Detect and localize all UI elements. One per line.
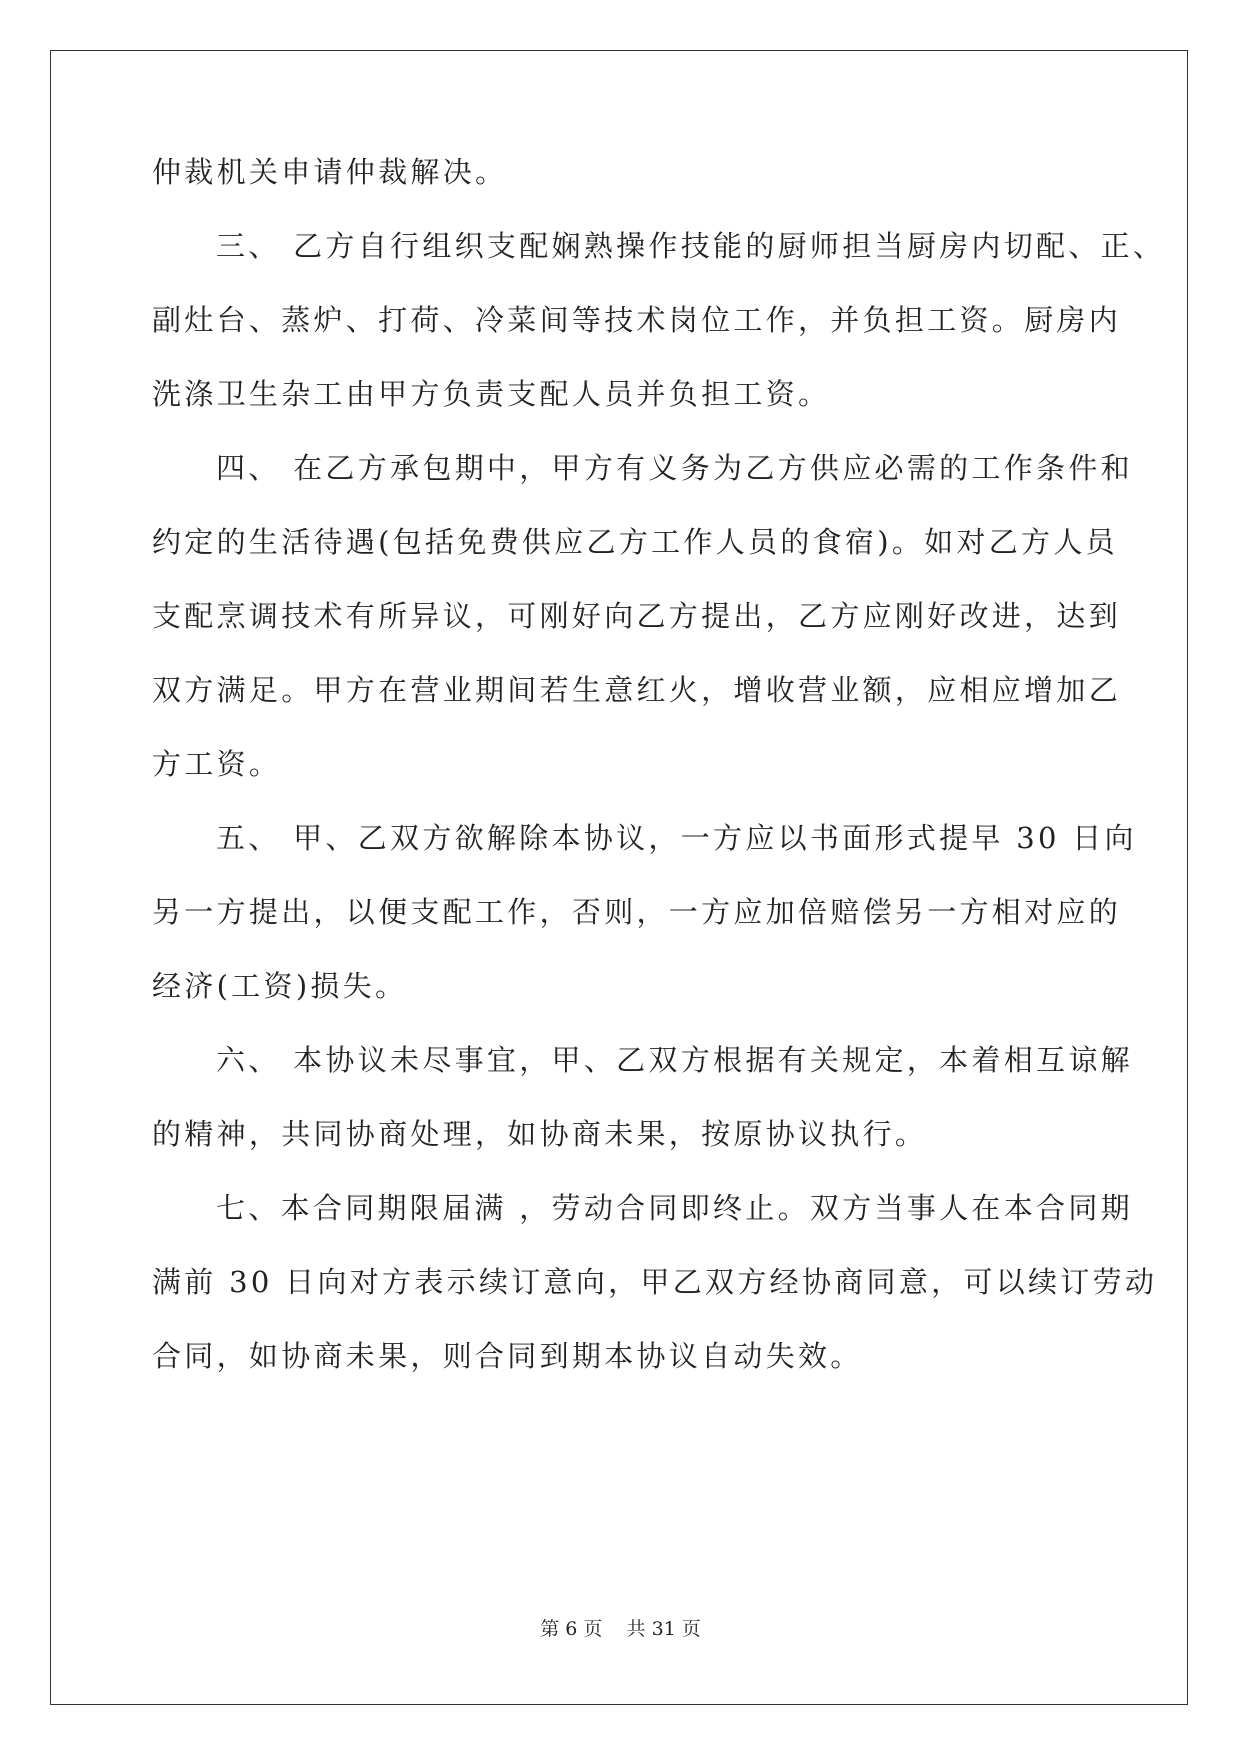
- text-line: 洗涤卫生杂工由甲方负责支配人员并负担工资。: [152, 377, 831, 411]
- text-line: 方工资。: [152, 747, 282, 781]
- page-number-label: 第 6 页 共 31 页: [540, 1618, 701, 1640]
- text-line: 副灶台、蒸炉、打荷、冷菜间等技术岗位工作，并负担工资。厨房内: [152, 303, 1122, 337]
- text-line: 的精神，共同协商处理，如协商未果，按原协议执行。: [152, 1117, 928, 1151]
- text-line: 仲裁机关申请仲裁解决。: [152, 155, 508, 189]
- text-line: 三、 乙方自行组织支配娴熟操作技能的厨师担当厨房内切配、正、: [216, 229, 1166, 263]
- text-line: 七、本合同期限届满 ，劳动合同即终止。双方当事人在本合同期: [216, 1191, 1133, 1225]
- text-line: 另一方提出，以便支配工作，否则，一方应加倍赔偿另一方相对应的: [152, 895, 1122, 929]
- text-line: 四、 在乙方承包期中，甲方有义务为乙方供应必需的工作条件和: [216, 451, 1133, 485]
- text-line: 支配烹调技术有所异议，可刚好向乙方提出，乙方应刚好改进，达到: [152, 599, 1122, 633]
- text-line: 满前 30 日向对方表示续订意向，甲乙双方经协商同意，可以续订劳动: [152, 1265, 1158, 1299]
- page-border: [50, 50, 1188, 1705]
- text-line: 五、 甲、乙双方欲解除本协议，一方应以书面形式提早 30 日向: [216, 821, 1137, 855]
- text-line: 六、 本协议未尽事宜，甲、乙双方根据有关规定，本着相互谅解: [216, 1043, 1133, 1077]
- text-line: 双方满足。甲方在营业期间若生意红火，增收营业额，应相应增加乙: [152, 673, 1122, 707]
- text-line: 经济(工资)损失。: [152, 969, 408, 1003]
- text-line: 约定的生活待遇(包括免费供应乙方工作人员的食宿)。如对乙方人员: [152, 525, 1118, 559]
- text-line: 合同，如协商未果，则合同到期本协议自动失效。: [152, 1339, 863, 1373]
- page-footer: [0, 1616, 1241, 1642]
